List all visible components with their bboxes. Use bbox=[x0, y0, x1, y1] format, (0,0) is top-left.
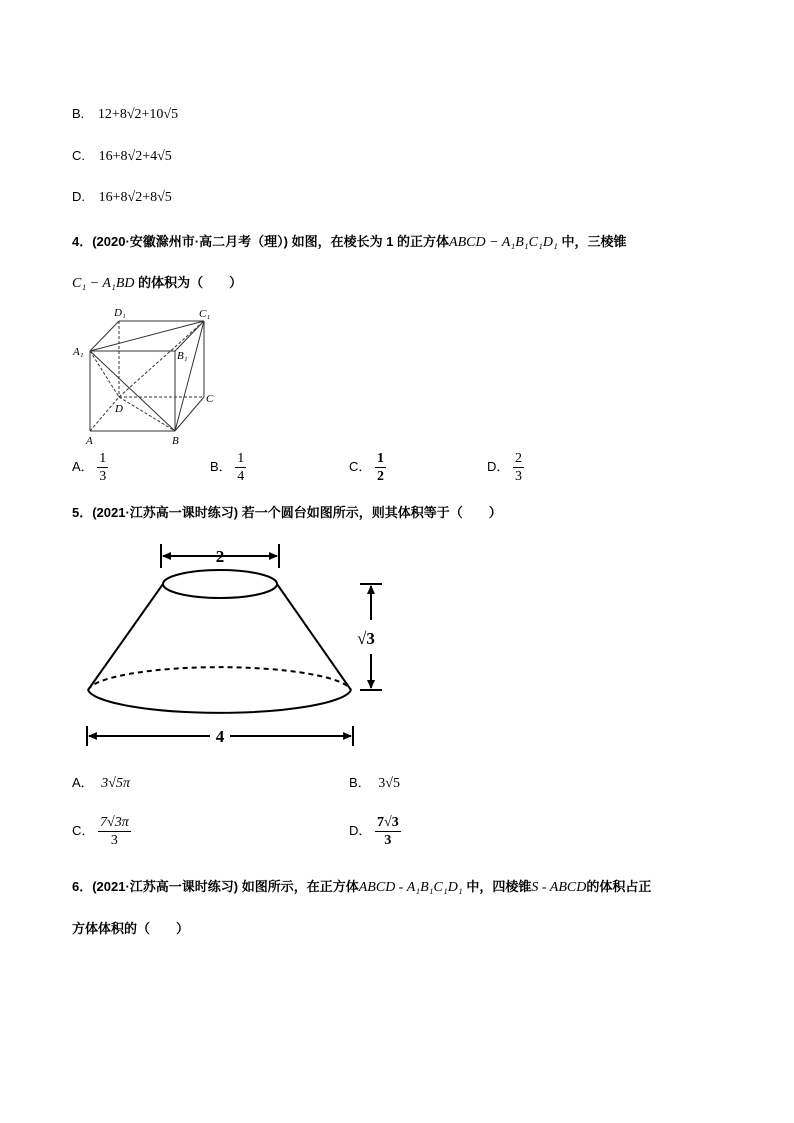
q6-stem-line2: 方体体积的（ ） bbox=[72, 921, 190, 936]
cube-figure bbox=[70, 304, 230, 448]
top-diameter-label: 2 bbox=[215, 547, 225, 566]
q4-option-d: D． $\frac{2}{3}$ bbox=[487, 451, 523, 484]
label-a1: A₁ bbox=[73, 346, 84, 358]
bottom-diameter-label: 4 bbox=[215, 727, 225, 746]
q3-option-d: D. 16+8√2+8√5 bbox=[72, 189, 172, 205]
q5-option-b: B． 3√5 bbox=[349, 775, 400, 791]
q3-option-c: C. 16+8√2+4√5 bbox=[72, 148, 172, 164]
q5-option-d: D． $\frac{7√3}{3}$ bbox=[349, 815, 399, 848]
q5-option-c: C． $\frac{7√3\pi}{3}$ bbox=[72, 815, 129, 848]
label-c1: C₁ bbox=[199, 308, 211, 320]
label-d: D bbox=[115, 403, 123, 415]
q4-option-c: C． $\frac{1}{2}$ bbox=[349, 451, 385, 484]
q4-option-b: B． $\frac{1}{4}$ bbox=[210, 451, 245, 484]
q5-option-a: A． 3√5π bbox=[72, 775, 130, 791]
q4-option-a: A． $\frac{1}{3}$ bbox=[72, 451, 107, 484]
label-d1: D₁ bbox=[114, 307, 126, 319]
q4-stem-line1: 4．(2020·安徽滁州市·高二月考（理）) 如图，在棱长为 1 的正方体ABCD − A₁B₁C₁D₁ 中，三棱锥 bbox=[72, 234, 627, 250]
q4-stem-line2: C₁ − A₁BD 的体积为（ ） bbox=[72, 275, 243, 291]
label-b: B bbox=[172, 435, 179, 447]
label-a: A bbox=[86, 435, 93, 447]
label-b1: B₁ bbox=[177, 350, 188, 362]
q5-stem: 5．(2021·江苏高一课时练习) 若一个圆台如图所示，则其体积等于（ ） bbox=[72, 505, 502, 520]
height-label: √3 bbox=[357, 629, 375, 648]
q6-stem-line1: 6．(2021·江苏高一课时练习) 如图所示，在正方体ABCD - A₁B₁C₁D₁ 中，四棱锥S - ABCD的体积占正 bbox=[72, 879, 652, 895]
label-c: C bbox=[206, 393, 214, 405]
frustum-figure bbox=[78, 540, 398, 750]
q3-option-b: B. 12+8√2+10√5 bbox=[72, 106, 179, 122]
